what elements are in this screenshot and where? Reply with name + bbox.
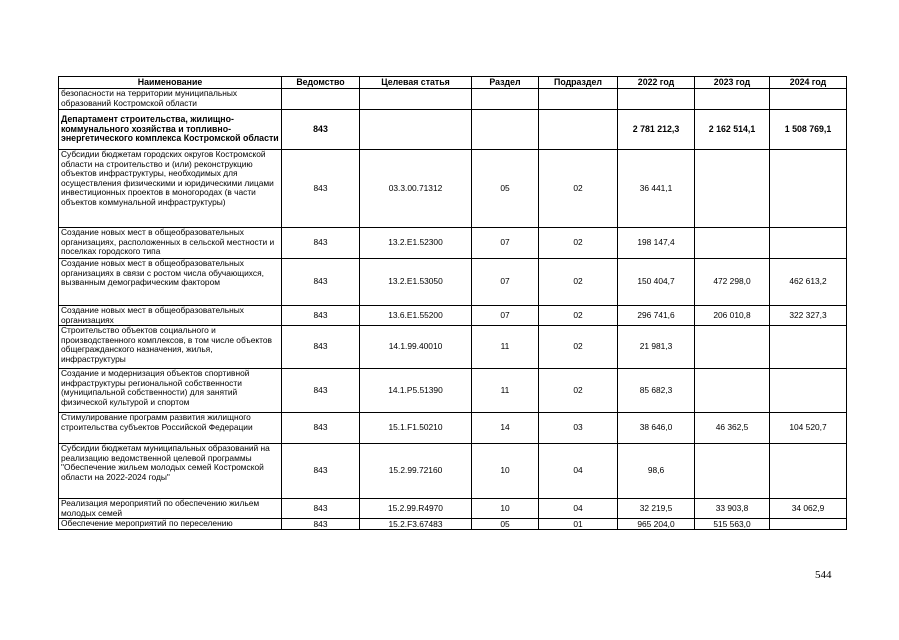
cell-2023: 515 563,0: [695, 519, 770, 530]
cell-2024: 322 327,3: [770, 306, 847, 326]
cell-target-article: 15.1.F1.50210: [360, 413, 472, 444]
cell-name: Создание новых мест в общеобразовательных организациях: [59, 306, 282, 326]
cell-2024: [770, 444, 847, 499]
cell-target-article: 14.1.99.40010: [360, 326, 472, 369]
table-row: [59, 519, 847, 530]
cell-2023: 2 162 514,1: [695, 110, 770, 150]
header-year-2022: 2022 год: [618, 77, 695, 89]
cell-section: [472, 89, 539, 110]
cell-2023: 33 903,8: [695, 499, 770, 519]
cell-name: Субсидии бюджетам городских округов Костромской области на строительство и (или) реконструкцию объектов инфраструктуры, необходимых для осуществления физическими и юридическими лицами инвестиционных проектов в моногородах (в части объектов коммунальной инфраструктуры): [59, 150, 282, 228]
cell-2024: 1 508 769,1: [770, 110, 847, 150]
header-department: Ведомство: [282, 77, 360, 89]
table-row: [59, 228, 847, 259]
cell-2023: [695, 150, 770, 228]
cell-target-article: [360, 110, 472, 150]
cell-subsection: 01: [539, 519, 618, 530]
cell-2022: 98,6: [618, 444, 695, 499]
cell-2022: 296 741,6: [618, 306, 695, 326]
cell-2023: [695, 326, 770, 369]
cell-name: Создание новых мест в общеобразовательных организациях, расположенных в сельской местности и поселках городского типа: [59, 228, 282, 259]
cell-target-article: 14.1.P5.51390: [360, 369, 472, 413]
cell-2022: 198 147,4: [618, 228, 695, 259]
cell-department: 843: [282, 228, 360, 259]
cell-2024: 462 613,2: [770, 259, 847, 306]
cell-section: 11: [472, 369, 539, 413]
cell-target-article: 03.3.00.71312: [360, 150, 472, 228]
cell-section: 07: [472, 259, 539, 306]
cell-department: 843: [282, 413, 360, 444]
cell-2023: [695, 369, 770, 413]
cell-target-article: [360, 89, 472, 110]
cell-subsection: [539, 89, 618, 110]
cell-name: Создание и модернизация объектов спортивной инфраструктуры региональной собственности (муниципальной собственности) для занятий физической культурой и спортом: [59, 369, 282, 413]
cell-2024: [770, 89, 847, 110]
cell-2023: [695, 228, 770, 259]
page-number: 544: [815, 569, 832, 581]
cell-2023: 46 362,5: [695, 413, 770, 444]
cell-target-article: 13.2.E1.53050: [360, 259, 472, 306]
cell-target-article: 15.2.F3.67483: [360, 519, 472, 530]
cell-subsection: 04: [539, 499, 618, 519]
cell-target-article: 15.2.99.R4970: [360, 499, 472, 519]
cell-2022: 85 682,3: [618, 369, 695, 413]
table-row: [59, 306, 847, 326]
cell-subsection: 03: [539, 413, 618, 444]
header-name: Наименование: [59, 77, 282, 89]
cell-target-article: 15.2.99.72160: [360, 444, 472, 499]
cell-section: 10: [472, 499, 539, 519]
cell-department: 843: [282, 519, 360, 530]
cell-2024: [770, 228, 847, 259]
header-subsection: Подраздел: [539, 77, 618, 89]
cell-name: Департамент строительства, жилищно-коммунального хозяйства и топливно-энергетического комплекса Костромской области: [59, 110, 282, 150]
cell-department: 843: [282, 326, 360, 369]
cell-section: 05: [472, 519, 539, 530]
cell-section: 14: [472, 413, 539, 444]
header-target-article: Целевая статья: [360, 77, 472, 89]
header-section: Раздел: [472, 77, 539, 89]
cell-2024: 34 062,9: [770, 499, 847, 519]
table-row: [59, 110, 847, 150]
budget-table: [58, 76, 847, 530]
cell-2024: [770, 326, 847, 369]
cell-section: 07: [472, 306, 539, 326]
cell-department: 843: [282, 306, 360, 326]
cell-name: Создание новых мест в общеобразовательных организациях в связи с ростом числа обучающихся, вызванным демографическим фактором: [59, 259, 282, 306]
cell-subsection: 02: [539, 259, 618, 306]
cell-2022: 36 441,1: [618, 150, 695, 228]
cell-subsection: 02: [539, 306, 618, 326]
cell-section: 05: [472, 150, 539, 228]
table-row: [59, 499, 847, 519]
table-row: [59, 259, 847, 306]
header-year-2023: 2023 год: [695, 77, 770, 89]
cell-2022: 965 204,0: [618, 519, 695, 530]
cell-2022: 21 981,3: [618, 326, 695, 369]
cell-2022: [618, 89, 695, 110]
cell-subsection: 02: [539, 150, 618, 228]
cell-department: 843: [282, 259, 360, 306]
cell-name: Реализация мероприятий по обеспечению жильем молодых семей: [59, 499, 282, 519]
cell-2024: 104 520,7: [770, 413, 847, 444]
cell-2022: 2 781 212,3: [618, 110, 695, 150]
table-header-row: [59, 77, 847, 89]
cell-subsection: 02: [539, 326, 618, 369]
cell-2024: [770, 369, 847, 413]
table-row: [59, 326, 847, 369]
cell-section: 07: [472, 228, 539, 259]
cell-target-article: 13.2.E1.52300: [360, 228, 472, 259]
cell-department: 843: [282, 110, 360, 150]
cell-2024: [770, 519, 847, 530]
cell-2023: [695, 444, 770, 499]
cell-name: Строительство объектов социального и производственного комплексов, в том числе объектов общегражданского назначения, жилья, инфраструктуры: [59, 326, 282, 369]
cell-2022: 38 646,0: [618, 413, 695, 444]
cell-department: [282, 89, 360, 110]
cell-subsection: 02: [539, 369, 618, 413]
cell-name: Стимулирование программ развития жилищного строительства субъектов Российской Федерации: [59, 413, 282, 444]
table-row: [59, 444, 847, 499]
cell-department: 843: [282, 369, 360, 413]
cell-target-article: 13.6.E1.55200: [360, 306, 472, 326]
cell-subsection: 02: [539, 228, 618, 259]
cell-2023: [695, 89, 770, 110]
header-year-2024: 2024 год: [770, 77, 847, 89]
cell-2022: 32 219,5: [618, 499, 695, 519]
table-row: [59, 369, 847, 413]
table-body: [59, 89, 847, 530]
cell-2023: 206 010,8: [695, 306, 770, 326]
cell-name: безопасности на территории муниципальных образований Костромской области: [59, 89, 282, 110]
cell-section: 10: [472, 444, 539, 499]
table-row: [59, 150, 847, 228]
cell-2022: 150 404,7: [618, 259, 695, 306]
cell-name: Обеспечение мероприятий по переселению: [59, 519, 282, 530]
cell-subsection: 04: [539, 444, 618, 499]
cell-section: 11: [472, 326, 539, 369]
table-row: [59, 89, 847, 110]
cell-department: 843: [282, 150, 360, 228]
cell-subsection: [539, 110, 618, 150]
cell-department: 843: [282, 444, 360, 499]
cell-department: 843: [282, 499, 360, 519]
cell-2023: 472 298,0: [695, 259, 770, 306]
table-row: [59, 413, 847, 444]
cell-2024: [770, 150, 847, 228]
cell-section: [472, 110, 539, 150]
cell-name: Субсидии бюджетам муниципальных образований на реализацию ведомственной целевой программы "Обеспечение жильем молодых семей Костромской области на 2022-2024 годы": [59, 444, 282, 499]
